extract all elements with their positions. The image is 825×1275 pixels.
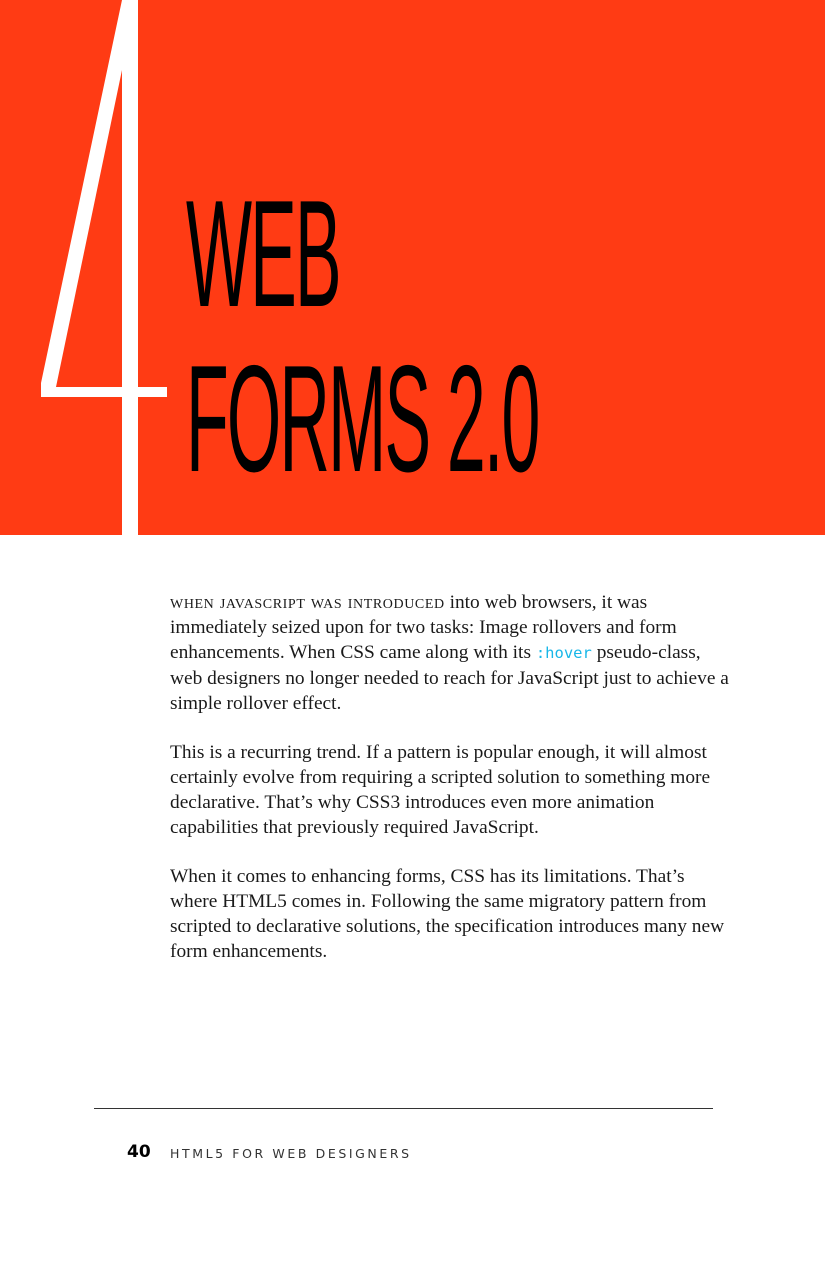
chapter-title-line-2: FORMS 2.0 [186,334,539,504]
chapter-banner [0,0,825,535]
chapter-number-glyph [30,0,180,535]
page-number: 40 [127,1142,151,1162]
inline-code-hover: :hover [535,644,592,662]
paragraph-1 [170,590,730,716]
running-head: HTML5 FOR WEB DESIGNERS [170,1146,412,1161]
chapter-title-line-1: WEB [186,169,340,339]
lead-in-smallcaps: when javascript was introduced [170,592,445,613]
paragraph-2: This is a recurring trend. If a pattern is popular enough, it will almost certainly evolve from requiring a scripted solution to something more declarative. That’s why CSS3 introduces even more animation capabilities that previously required JavaScript. [170,742,711,838]
footer-rule [94,1108,713,1109]
paragraph-1-text-a: into web browsers, it was immediately seized upon for two tasks: Image rollovers and form enhancements. When CSS came along with its [170,592,677,663]
paragraph-1-text-b: pseudo-class, web designers no longer needed to reach for JavaScript just to achieve a simple rollover effect. [170,642,729,714]
chapter-body [170,590,730,988]
chapter-number [30,0,180,535]
paragraph-3: When it comes to enhancing forms, CSS has its limitations. That’s where HTML5 comes in. Following the same migratory pattern from scripted to declarative solutions, the specification introduces many new form enhancements. [170,866,725,962]
